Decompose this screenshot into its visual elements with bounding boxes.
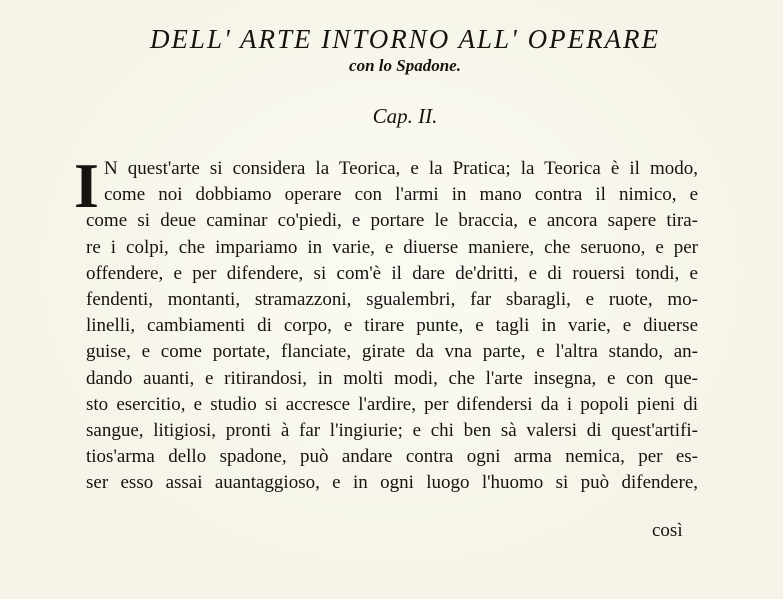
text-line: offendere, e per difendere, si com'è il dare de'dritti, e di rouersi tondi, e bbox=[86, 262, 698, 284]
text-line: come si deue caminar co'piedi, e portare le braccia, e ancora sapere tira- bbox=[86, 210, 698, 232]
text-line: N quest'arte si considera la Teorica, e la Pratica; la Teorica è il modo, bbox=[104, 158, 698, 179]
body-text bbox=[86, 156, 698, 496]
text-line: dando auanti, e ritirandosi, in molti modi, che l'arte insegna, e con que- bbox=[86, 367, 698, 389]
text-line: fendenti, montanti, stramazzoni, sgualembri, far sbaragli, e ruote, mo- bbox=[86, 288, 698, 310]
catchword: così bbox=[652, 520, 683, 541]
text-line: re i colpi, che impariamo in varie, e diuerse maniere, che seruono, e per bbox=[86, 236, 698, 258]
drop-cap: I bbox=[74, 150, 99, 221]
text-line: sto esercitio, e studio si accresce l'ardire, per difendersi da i popoli pieni di bbox=[86, 393, 698, 415]
text-line: guise, e come portate, flanciate, girate da vna parte, e l'altra stando, an- bbox=[86, 341, 698, 363]
page-title: DELL' ARTE INTORNO ALL' OPERARE bbox=[149, 24, 661, 54]
text-line: tios'arma dello spadone, può andare contra ogni arma nemica, per es- bbox=[86, 446, 698, 468]
text-line: sangue, litigiosi, pronti à far l'ingiurie; e chi ben sà valersi di quest'artifi- bbox=[86, 419, 698, 441]
text-line: ser esso assai auantaggioso, e in ogni luogo l'huomo si può difendere, bbox=[86, 472, 698, 494]
text-line: come noi dobbiamo operare con l'armi in mano contra il nimico, e bbox=[104, 184, 698, 206]
chapter-heading: Cap. II. bbox=[372, 104, 438, 128]
page-subtitle: con lo Spadone. bbox=[349, 56, 461, 75]
text-line: linelli, cambiamenti di corpo, e tirare punte, e tagli in varie, e diuerse bbox=[86, 315, 698, 337]
